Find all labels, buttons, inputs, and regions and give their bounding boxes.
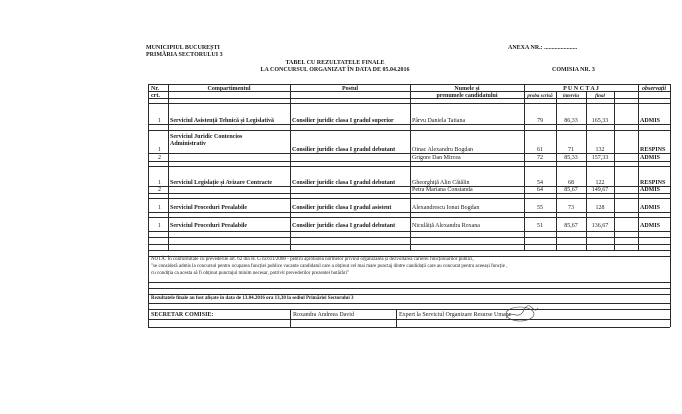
col-nr-header: Nr. [151,86,159,92]
row-position: Consilier juridic clasa I gradul debutant [292,147,396,153]
col-name-header-line2: prenumele candidatului [436,93,498,99]
row-position: Consilier juridic clasa I gradul asistent [292,205,392,211]
row-remarks: ADMIS [640,223,661,229]
col-name-header-line1: Numele și [454,86,480,92]
col-crt-header: crt. [151,93,160,99]
col-remarks-header: observații [642,86,666,92]
row-written-score: 54 [537,180,543,186]
note-line2: "se consideră admis la concursul pentru ocuparea funcției publice vacante candidatul care a obținut cel mai mare punctaj dintre candidații care au concurat pentru aceeași funcție , [151,264,508,269]
row-final-score: 136,67 [591,223,609,229]
row-written-score: 61 [537,147,543,153]
row-position: Consilier juridic clasa I gradul superior [292,118,394,124]
secretary-label: SECRETAR COMISIE: [151,312,214,318]
row-final-score: 157,33 [591,155,609,161]
row-remarks: ADMIS [640,118,661,124]
institution-line1: MUNICIPIUL BUCUREȘTI [146,45,220,51]
row-nr: 1 [158,223,161,229]
row-remarks: ADMIS [640,155,661,161]
row-remarks: ADMIS [640,205,661,211]
col-interview-header: interviu [562,94,580,99]
row-nr: 1 [158,118,161,124]
row-nr: 1 [158,147,161,153]
col-final-header: final [595,94,605,99]
row-position: Consilier juridic clasa I gradul debutant [292,223,396,229]
row-interview-score: 71 [568,147,574,153]
row-written-score: 79 [537,118,543,124]
row-nr: 1 [158,205,161,211]
title-line1: TABEL CU REZULTATELE FINALE [285,60,385,66]
col-written-header: proba scrisă [527,94,553,99]
row-interview-score: 86,33 [564,118,578,124]
row-written-score: 64 [537,187,543,193]
commission-label: COMISIA NR. 3 [552,67,595,73]
row-position: Consilier juridic clasa I gradul debutant [292,180,396,186]
row-interview-score: 68 [568,180,574,186]
col-score-group-header: P U N C T A J [563,86,599,92]
row-interview-score: 85,67 [564,187,578,193]
row-written-score: 51 [537,223,543,229]
title-line2: LA CONCURSUL ORGANIZAT ÎN DATA DE 05.04.2016 [260,67,410,73]
col-department-header: Compartimentul [207,86,251,92]
signature-scribble [500,302,540,326]
row-candidate-name: Oinac Alexandru Bogdan [412,147,473,153]
posting-note: Rezultatele finale au fost afișate în data de 13.04.2016 ora 13,30 la sediul Primăriei Sectorului 3 [151,296,354,301]
row-remarks: RESPINS [640,147,666,153]
note-line1: NOTĂ: În conformitate cu prevederile art. 62 din H. G nr.611/2008 - pentru aprobarea normelor privind organizarea și dezvoltarea carierei funcționarilor publici, [151,257,474,262]
annex-label: ANEXA NR.: ...................... [508,45,578,51]
col-position-header: Postul [341,86,358,92]
secretary-role: Expert la Serviciul Organizare Resurse Umane [399,312,512,318]
row-nr: 1 [158,180,161,186]
row-final-score: 149,67 [591,187,609,193]
row-remarks: ADMIS [640,187,661,193]
row-written-score: 55 [537,205,543,211]
row-nr: 2 [158,155,161,161]
row-final-score: 128 [595,205,605,211]
row-department: Serviciul Proceduri Prealabile [170,205,248,211]
row-final-score: 165,33 [591,118,609,124]
row-final-score: 132 [595,147,605,153]
row-candidate-name: Pârvu Daniela Tatiana [412,118,466,124]
row-remarks: RESPINS [640,180,666,186]
row-department: Serviciul Asistență Tehnică și Legislativă [170,118,275,124]
row-nr: 2 [158,187,161,193]
row-department: Serviciul Proceduri Prealabile [170,223,248,229]
row-written-score: 72 [537,155,543,161]
row-department: Serviciul Legislație și Avizare Contracte [170,180,273,186]
row-candidate-name: Petra Mariana Constanda [412,187,473,193]
row-department-line1: Serviciul Juridic Contencios [170,134,243,140]
secretary-name: Roxandra Andreea David [293,312,354,318]
row-candidate-name: Alexandrescu Ionut Bogdan [412,205,480,211]
row-department-line2: Administrativ [170,141,206,147]
row-final-score: 122 [595,180,605,186]
row-interview-score: 85,33 [564,155,578,161]
row-candidate-name: Grigore Dan Mircea [412,155,461,161]
row-interview-score: 85,67 [564,223,578,229]
row-candidate-name: Gheorghiță Alin Cătălin [412,180,470,186]
row-candidate-name: Niculăiță Alexandra Roxana [412,223,480,229]
note-line3: cu condiția ca acesta să fi obținut punctajul minim necesar, potrivit prevederilor prezentei hotărâri" [151,271,349,276]
row-interview-score: 73 [568,205,574,211]
institution-line2: PRIMĂRIA SECTORULUI 3 [146,52,223,58]
